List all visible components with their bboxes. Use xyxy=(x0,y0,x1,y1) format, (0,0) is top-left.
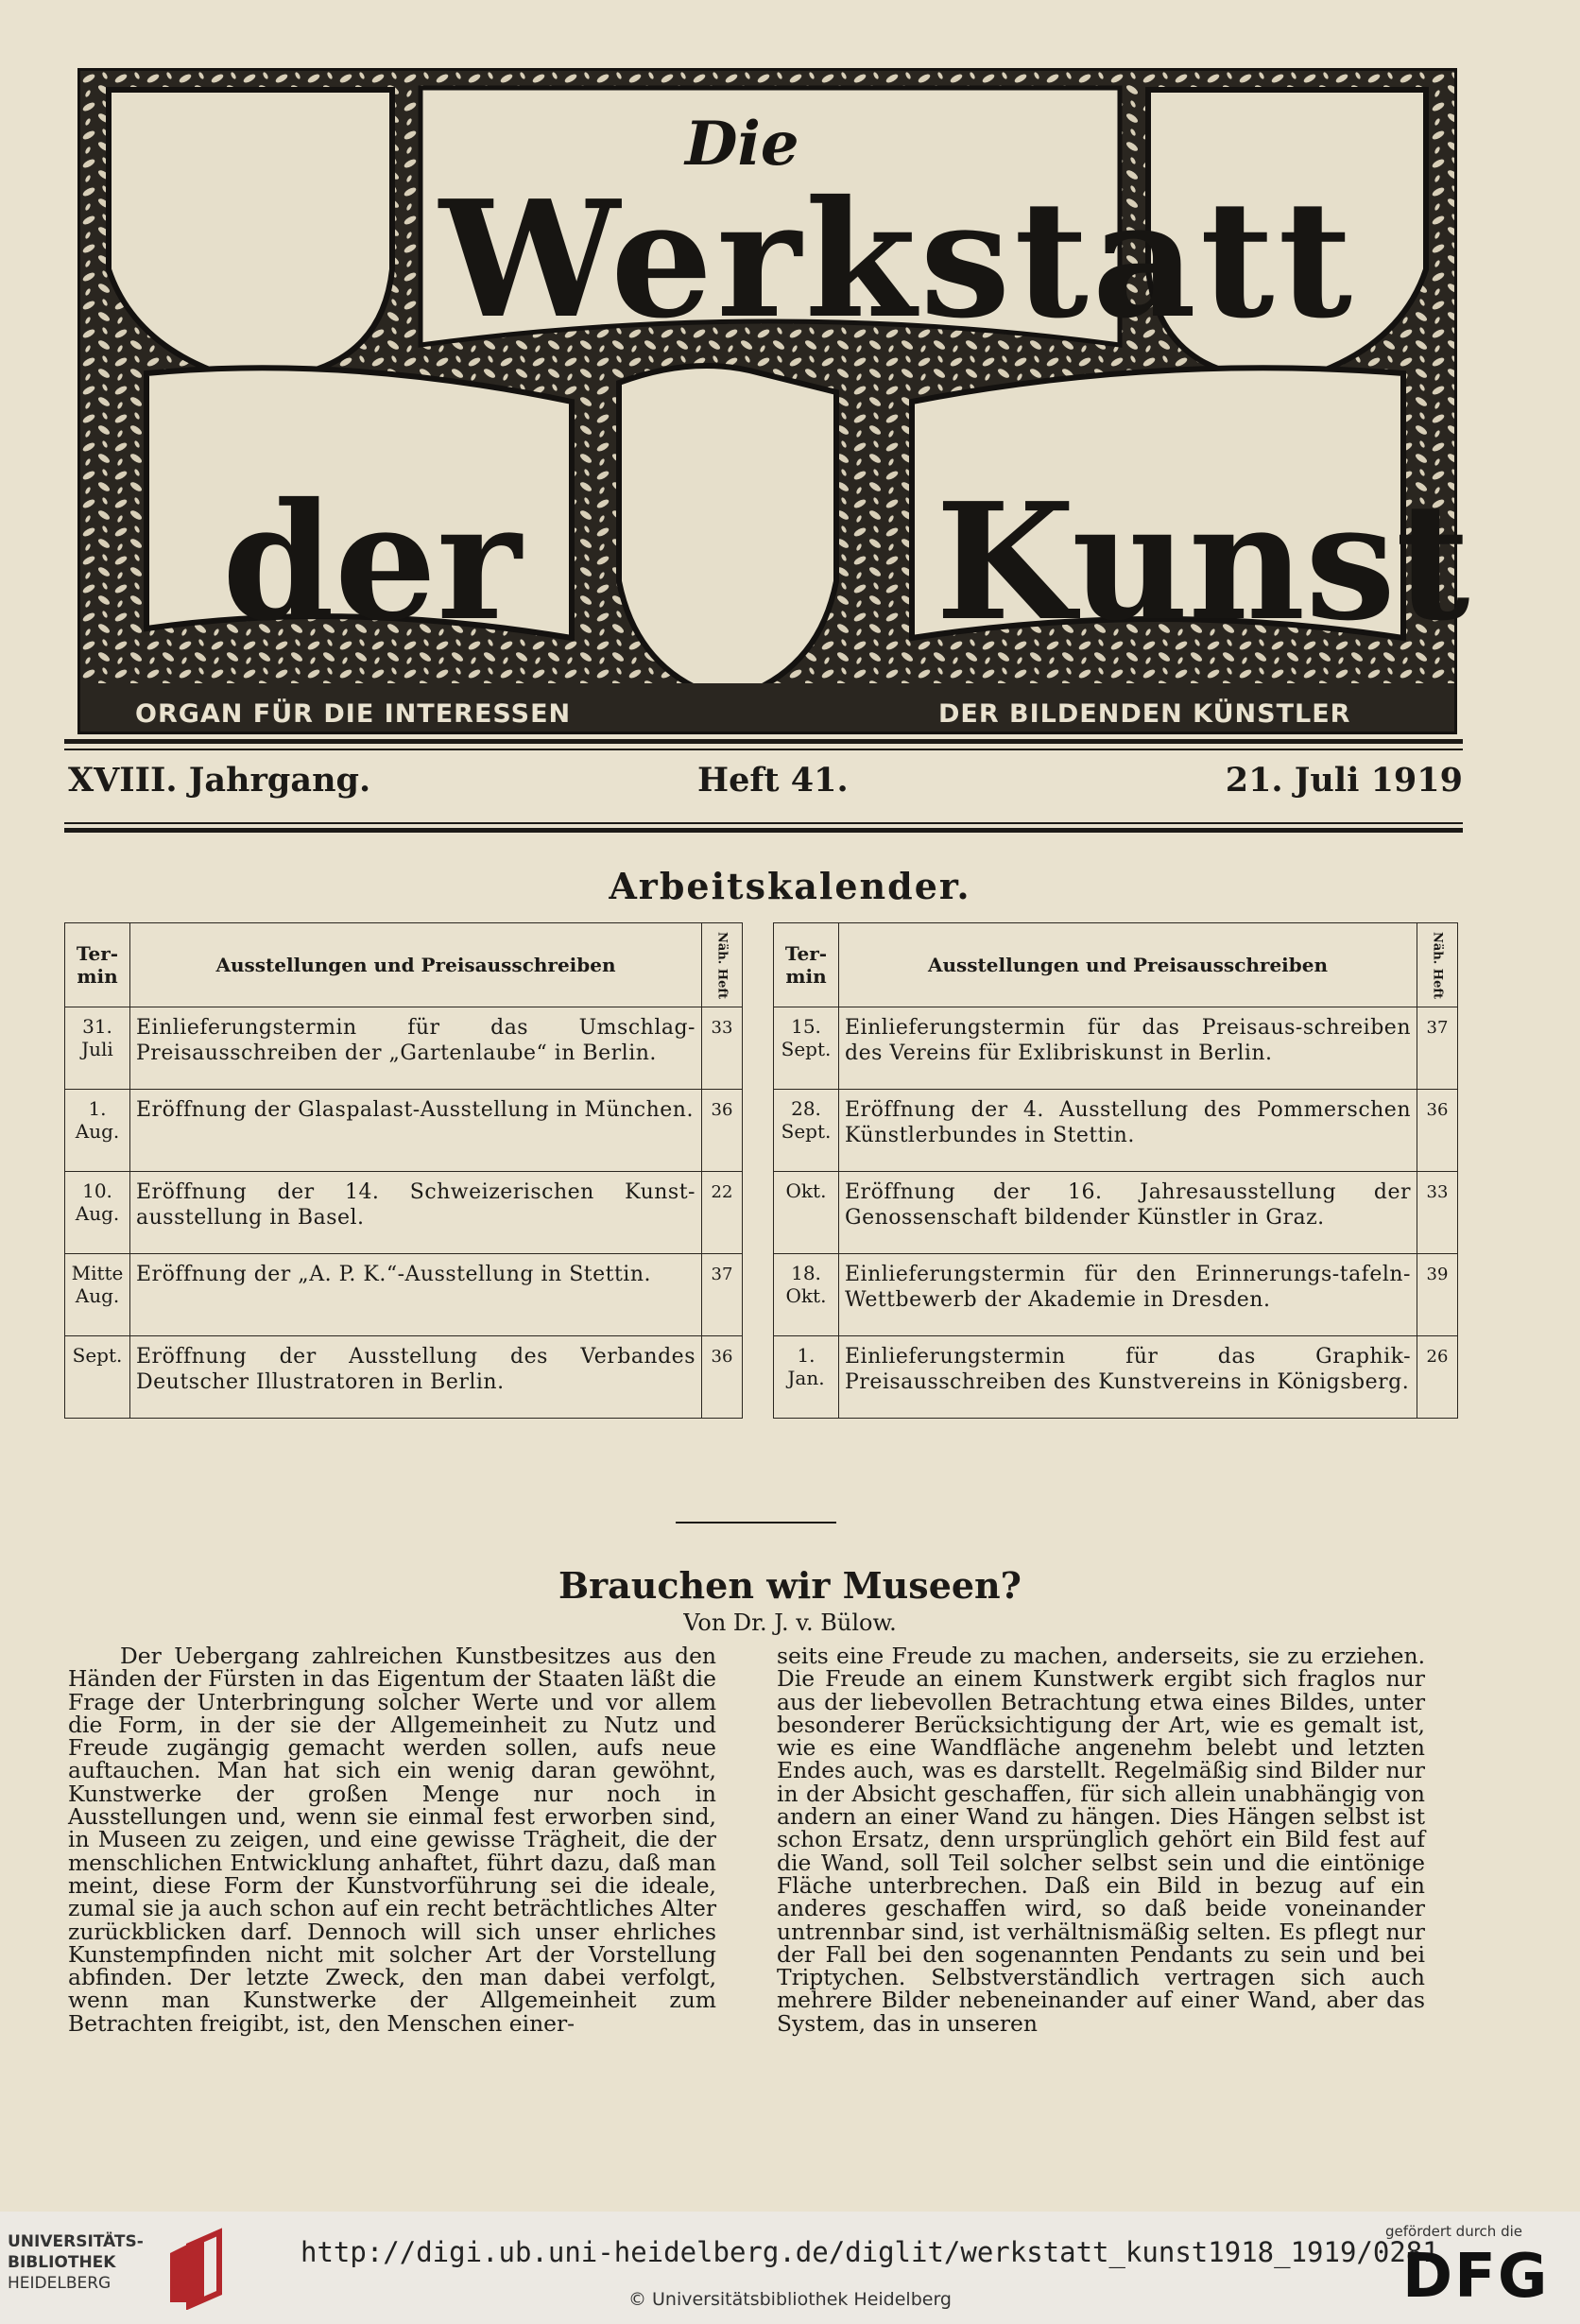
row-term: 15. Sept. xyxy=(774,1007,839,1090)
header-heft: Näh. Heft xyxy=(1417,923,1458,1007)
row-text: Eröffnung der 4. Ausstellung des Pommerschen Künstlerbundes in Stettin. xyxy=(839,1090,1417,1172)
row-heft: 22 xyxy=(702,1172,743,1254)
article-author: Von Dr. J. v. Bülow. xyxy=(683,1610,897,1636)
row-term: 10. Aug. xyxy=(65,1172,130,1254)
article-title: Brauchen wir Museen? xyxy=(558,1564,1022,1607)
dfg-caption: gefördert durch die xyxy=(1385,2223,1522,2240)
header-term xyxy=(774,923,839,1007)
masthead-organ-left: ORGAN FÜR DIE INTERESSEN xyxy=(135,699,572,729)
row-text: Eröffnung der Glaspalast-Ausstellung in München. xyxy=(130,1090,702,1172)
rule-top-thin xyxy=(64,749,1463,750)
masthead-organ-right: DER BILDENDEN KÜNSTLER xyxy=(938,699,1351,729)
logo-line-3: HEIDELBERG xyxy=(8,2274,112,2293)
header-text: Ausstellungen und Preisausschreiben xyxy=(130,923,702,1007)
header-term-text: Ter- min xyxy=(76,942,119,988)
page-url-link[interactable]: http://digi.ub.uni-heidelberg.de/diglit/werkstatt_kunst1918_1919/0281 xyxy=(301,2236,1439,2268)
table-row xyxy=(774,1007,1458,1090)
row-term: 31. Juli xyxy=(65,1007,130,1090)
logo-line-2: BIBLIOTHEK xyxy=(8,2253,116,2272)
row-text: Einlieferungstermin für das Umschlag-Preisausschreiben der „Gartenlaube“ in Berlin. xyxy=(130,1007,702,1090)
header-text: Ausstellungen und Preisausschreiben xyxy=(839,923,1417,1007)
masthead-der: der xyxy=(222,468,522,657)
calendar-header-row xyxy=(774,923,1458,1007)
row-heft: 39 xyxy=(1417,1254,1458,1336)
table-row xyxy=(65,1172,743,1254)
table-row xyxy=(65,1007,743,1090)
row-text: Eröffnung der 14. Schweizerischen Kunst-ausstellung in Basel. xyxy=(130,1172,702,1254)
issue-line xyxy=(64,761,1463,808)
table-row xyxy=(65,1254,743,1336)
row-term: Sept. xyxy=(65,1336,130,1419)
row-term: 18. Okt. xyxy=(774,1254,839,1336)
issue-heft: Heft 41. xyxy=(697,761,849,800)
row-term: 1. Jan. xyxy=(774,1336,839,1419)
table-row xyxy=(774,1336,1458,1419)
issue-date: 21. Juli 1919 xyxy=(1225,761,1463,800)
row-heft: 37 xyxy=(1417,1007,1458,1090)
logo-line-1: UNIVERSITÄTS- xyxy=(8,2232,144,2251)
row-heft: 33 xyxy=(702,1007,743,1090)
row-heft: 36 xyxy=(1417,1090,1458,1172)
calendar-header-row xyxy=(65,923,743,1007)
rule-mid xyxy=(64,822,1463,824)
rule-top xyxy=(64,739,1463,744)
row-heft: 26 xyxy=(1417,1336,1458,1419)
table-row xyxy=(65,1090,743,1172)
row-heft: 37 xyxy=(702,1254,743,1336)
masthead-werkstatt: Werkstatt xyxy=(439,165,1357,354)
row-text: Einlieferungstermin für das Graphik-Preisausschreiben des Kunstvereins in Königsberg. xyxy=(839,1336,1417,1419)
calendar-title: Arbeitskalender. xyxy=(609,865,971,907)
table-row xyxy=(774,1090,1458,1172)
issue-volume: XVIII. Jahrgang. xyxy=(68,761,371,800)
copyright-notice: © Universitätsbibliothek Heidelberg xyxy=(627,2289,952,2310)
header-term xyxy=(65,923,130,1007)
header-term-text: Ter- min xyxy=(784,942,828,988)
masthead-kunst: Kunst xyxy=(936,468,1470,657)
row-term: Okt. xyxy=(774,1172,839,1254)
row-heft: 33 xyxy=(1417,1172,1458,1254)
rule-mid-thick xyxy=(64,828,1463,833)
row-term: Mitte Aug. xyxy=(65,1254,130,1336)
row-text: Eröffnung der „A. P. K.“-Ausstellung in Stettin. xyxy=(130,1254,702,1336)
dfg-logo[interactable]: DFG xyxy=(1402,2242,1550,2312)
table-row xyxy=(774,1254,1458,1336)
row-text: Einlieferungstermin für den Erinnerungs-tafeln-Wettbewerb der Akademie in Dresden. xyxy=(839,1254,1417,1336)
row-text: Eröffnung der 16. Jahresausstellung der Genossenschaft bildender Künstler in Graz. xyxy=(839,1172,1417,1254)
header-heft: Näh. Heft xyxy=(702,923,743,1007)
viewer-footer xyxy=(0,2212,1580,2324)
calendar-table-left xyxy=(64,922,743,1419)
article-column-right: seits eine Freude zu machen, anderseits, sie zu erziehen. Die Freude an einem Kunstwerk ergibt sich fraglos nur aus der liebevollen Betrachtung etwa eines Bildes, unter besonderer Berücksichtigung der Art, wie es gemalt ist, wie es eine Wandfläche angenehm belebt und letzten Endes auch, was es darstellt. Regelmäßig sind Bilder nur in der Absicht geschaffen, für sich allein unabhängig von andern an einer Wand zu hängen. Dies Hängen selbst ist schon Ersatz, denn ursprünglich gehört ein Bild fest auf die Wand, soll Teil solcher selbst sein und die eintönige Fläche unterbrechen. Daß ein Bild in bezug auf ein anderes geschaffen wird, so daß beide voneinander untrennbar sind, ist verhältnismäßig selten. Es pflegt nur der Fall bei den sogenannten Pendants zu sein und bei Triptychen. Selbstverständlich vertragen sich auch mehrere Bilder nebeneinander auf einer Wand, aber das System, das in unseren xyxy=(777,1643,1425,2037)
row-heft: 36 xyxy=(702,1090,743,1172)
table-row xyxy=(65,1336,743,1419)
row-text: Einlieferungstermin für das Preisaus-schreiben des Vereins für Exlibriskunst in Berlin. xyxy=(839,1007,1417,1090)
article-column-left: Der Uebergang zahlreichen Kunstbesitzes aus den Händen der Fürsten in das Eigentum der Staaten läßt die Frage der Unterbringung solcher Werte und vor allem die Form, in der sie der Allgemeinheit zu Nutz und Freude zugängig gemacht werden sollen, aufs neue auftauchen. Man hat sich ein wenig daran gewöhnt, Kunstwerke der großen Menge nur noch in Ausstellungen und, wenn sie einmal fest erworben sind, in Museen zu zeigen, und eine gewisse Trägheit, die der menschlichen Entwicklung anhaftet, führt dazu, daß man meint, diese Form der Kunstvorführung sei die ideale, zumal sie ja auch schon auf ein recht beträchtliches Alter zurückblicken darf. Dennoch will sich unser ehrliches Kunstempfinden nicht mit solcher Art der Vorstellung abfinden. Der letzte Zweck, den man dabei verfolgt, wenn man Kunstwerke der Allgemeinheit zum Betrachten freigibt, ist, den Menschen einer- xyxy=(68,1643,716,2037)
table-row xyxy=(774,1172,1458,1254)
row-text: Eröffnung der Ausstellung des Verbandes Deutscher Illustratoren in Berlin. xyxy=(130,1336,702,1419)
masthead xyxy=(77,68,1470,734)
section-divider xyxy=(676,1522,836,1524)
row-term: 28. Sept. xyxy=(774,1090,839,1172)
calendar-table-right xyxy=(773,922,1458,1419)
masthead-die: Die xyxy=(685,109,799,180)
row-term: 1. Aug. xyxy=(65,1090,130,1172)
row-heft: 36 xyxy=(702,1336,743,1419)
